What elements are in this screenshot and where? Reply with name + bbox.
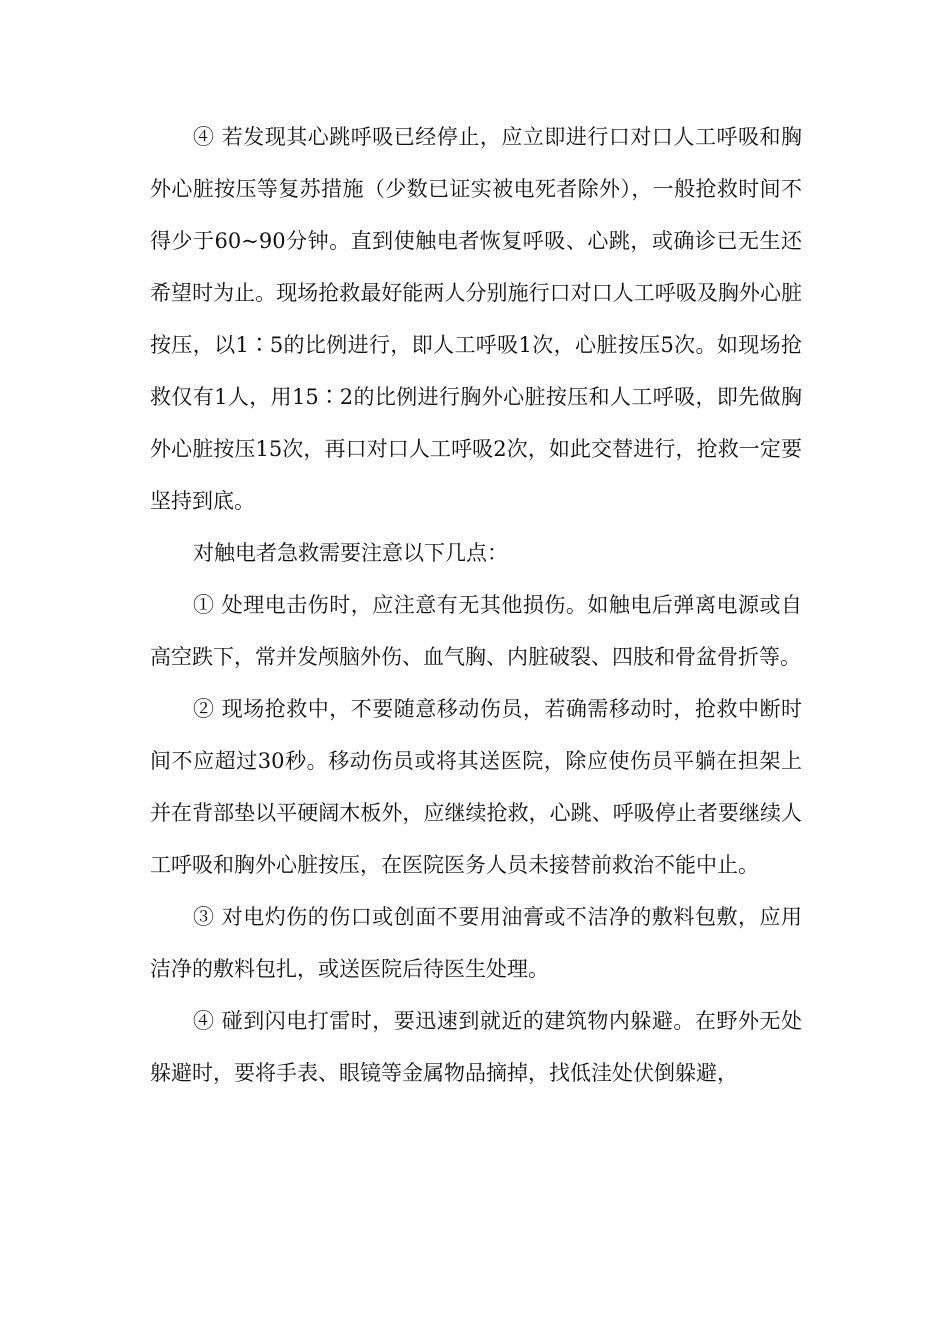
- paragraph-note-burn-wounds: ③ 对电灼伤的伤口或创面不要用油膏或不洁净的敷料包敷，应用洁净的敷料包扎，或送医院后待医生处理。: [150, 905, 802, 981]
- paragraph-note-other-injuries: ① 处理电击伤时，应注意有无其他损伤。如触电后弹离电源或自高空跌下，常并发颅脑外伤、血气胸、内脏破裂、四肢和骨盆骨折等。: [150, 593, 802, 669]
- paragraph-note-lightning: ④ 碰到闪电打雷时，要迅速到就近的建筑物内躲避。在野外无处躲避时，要将手表、眼镜等金属物品摘掉，找低洼处伏倒躲避，: [150, 1009, 802, 1085]
- paragraph-first-aid-notes-intro: 对触电者急救需要注意以下几点：: [193, 541, 508, 565]
- document-body: [150, 111, 802, 1099]
- paragraph-cpr-procedure: ④ 若发现其心跳呼吸已经停止，应立即进行口对口人工呼吸和胸外心脏按压等复苏措施（少数已证实被电死者除外），一般抢救时间不得少于60~90分钟。直到使触电者恢复呼吸、心跳，或确诊已无生还希望时为止。现场抢救最好能两人分别施行口对口人工呼吸及胸外心脏按压，以1∶5的比例进行，即人工呼吸1次，心脏按压5次。如现场抢救仅有1人，用15∶2的比例进行胸外心脏按压和人工呼吸，即先做胸外心脏按压15次，再口对口人工呼吸2次，如此交替进行，抢救一定要坚持到底。: [150, 125, 802, 513]
- paragraph-note-moving-casualty: ② 现场抢救中，不要随意移动伤员，若确需移动时，抢救中断时间不应超过30秒。移动伤员或将其送医院，除应使伤员平躺在担架上并在背部垫以平硬阔木板外，应继续抢救，心跳、呼吸停止者要继续人工呼吸和胸外心脏按压，在医院医务人员未接替前救治不能中止。: [150, 697, 802, 877]
